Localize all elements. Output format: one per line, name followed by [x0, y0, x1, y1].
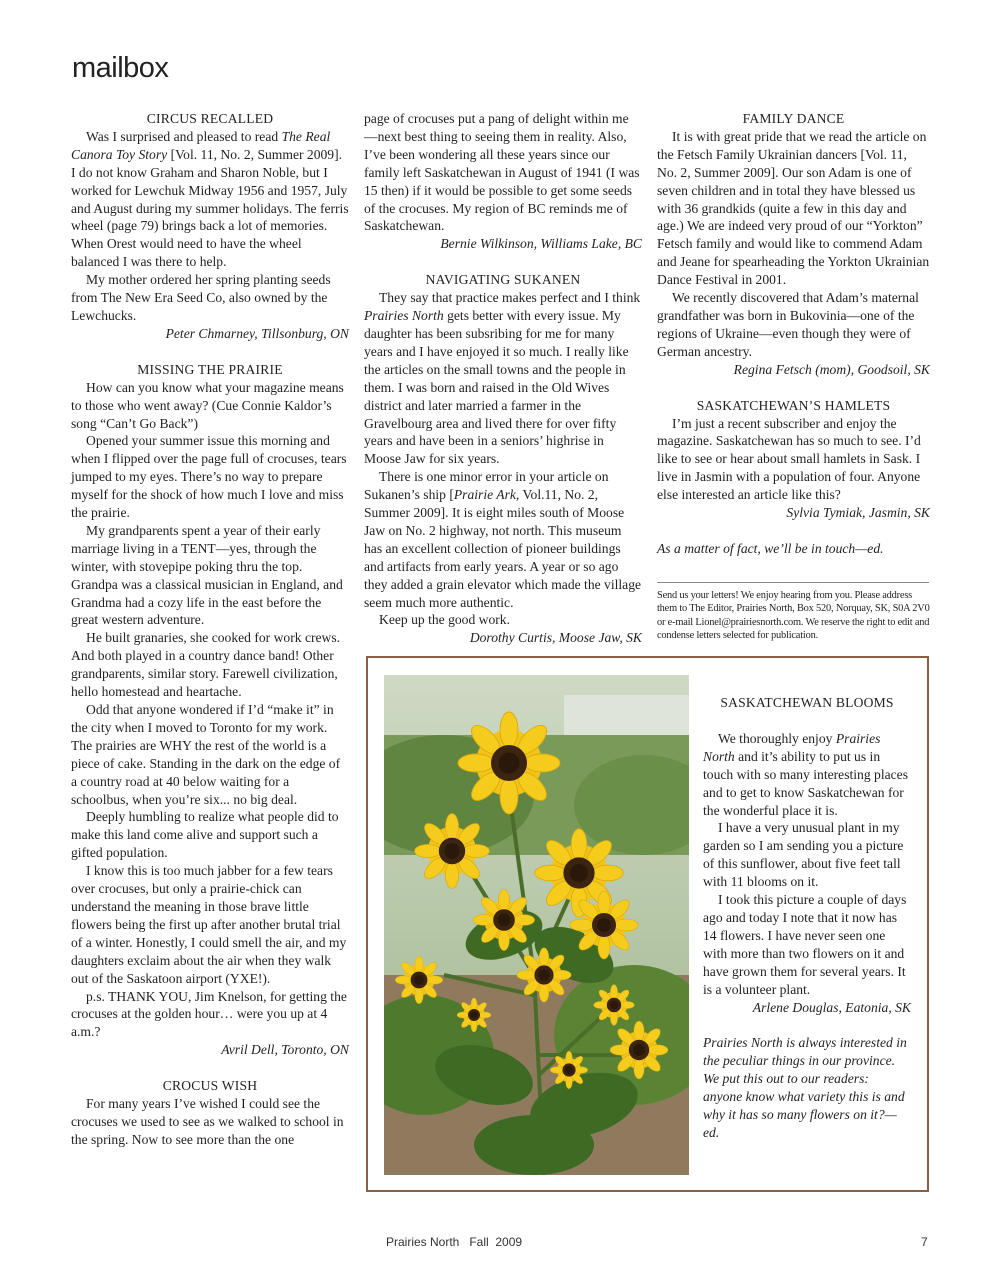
letter-signature: Regina Fetsch (mom), Goodsoil, SK — [733, 361, 930, 377]
letter-paragraph: There is one minor error in your article on Sukanen’s ship [Prairie Ark, Vol.11, No. 2, Summer 2009]. It is eight miles south of Moose Jaw on No. 2 highway, not north. This museum has an excellent collection of pioneer buildings and artifacts from early years. A year or so ago they added a grain elevator which made the village seem much more authentic. — [364, 469, 642, 610]
letter-paragraph: We thoroughly enjoy Prairies North and it’s ability to put us in touch with so many interesting places and to get to know Saskatchewan for the wonderful place it is. — [703, 730, 908, 818]
letter-paragraph: He built granaries, she cooked for work crews. And both played in a country dance band! Other grandparents, similar story. Farewell civilization, hello homestead and heartache. — [71, 630, 341, 700]
page-number: 7 — [921, 1235, 928, 1249]
letter-paragraph: p.s. THANK YOU, Jim Knelson, for getting the crocuses at the golden hour… were you up at 4 a.m.? — [71, 988, 347, 1040]
letter-signature: Dorothy Curtis, Moose Jaw, SK — [469, 630, 642, 646]
letter-paragraph: I’m just a recent subscriber and enjoy the magazine. Saskatchewan has so much to see. I’d like to see or hear about small hamlets in Sask. I live in Jasmin with a population of four. Anyone else interested an article like this? — [657, 415, 921, 503]
column-2 — [364, 110, 642, 647]
letter-heading: MISSING THE PRAIRIE — [137, 361, 283, 377]
letter-paragraph: They say that practice makes perfect and I think Prairies North gets better with every issue. My daughter has been subsribing for me for many years and I have enjoyed it so much. I really like the articles on the small towns and the people in them. I was born and raised in the Old Wives district and later married a farmer in the Gravelbourg area and lived there for over fifty years and have been in a seniors’ highrise in Moose Jaw for six years. — [364, 290, 641, 467]
letter-heading: SASKATCHEWAN BLOOMS — [720, 695, 894, 710]
letter-paragraph: Odd that anyone wondered if I’d “make it” in the city when I moved to Toronto for my work. The prairies are WHY the rest of the world is a piece of cake. Standing in the dark on the edge of a country road at 40 below waiting for a schoolbus, when you’re six... no big deal. — [71, 702, 341, 807]
letter-heading: FAMILY DANCE — [742, 111, 845, 126]
sunflower-photo — [384, 675, 689, 1175]
letter-signature: Arlene Douglas, Eatonia, SK — [752, 999, 911, 1015]
letter-signature: Bernie Wilkinson, Williams Lake, BC — [440, 236, 642, 252]
letter-signature: Avril Dell, Toronto, ON — [221, 1042, 349, 1058]
divider — [657, 582, 929, 583]
letter-paragraph: Keep up the good work. — [379, 612, 510, 628]
letter-paragraph: Opened your summer issue this morning and when I flipped over the page full of crocuses, tears jumped to my eyes. There’s no way to prepare myself for the shock of how much I love and miss the prairie. — [71, 433, 347, 521]
letter-paragraph: I know this is too much jabber for a few tears over crocuses, but only a prairie-chick can understand the meaning in those brave little flowers being the first up after another brutal trial of a winter. Honestly, I could smell the air, and my daughters exclaim about the air when they walk out of the Saskatoon airport (YXE!). — [71, 863, 347, 986]
letter-heading: CIRCUS RECALLED — [146, 111, 274, 126]
letter-paragraph: It is with great pride that we read the article on the Fetsch Family Ukrainian dancers [Vol. 11, No. 2, Summer 2009]. Our son Adam is one of seven children and in total they have blessed us with 36 grandkids (quite a few in this day and age.) We are indeed very proud of our “Yorkton” Fetsch family and would like to commend Adam and Jeane for spearheading the Yorkton Ukrainian Dance Festival in 2001. — [657, 128, 930, 288]
letter-paragraph: Deeply humbling to realize what people did to make this land come alive and support such a gifted population. — [71, 809, 339, 861]
letter-paragraph: How can you know what your magazine means to those who went away? (Cue Connie Kaldor’s song “Can’t Go Back”) — [71, 379, 344, 431]
letter-paragraph: For many years I’ve wished I could see the crocuses we used to see as we walked to school in the spring. Now to see more than the one — [71, 1096, 344, 1147]
column-3 — [657, 110, 930, 642]
editor-reply: As a matter of fact, we’ll be in touch—ed. — [657, 540, 884, 556]
letter-paragraph: page of crocuses put a pang of delight within me—next best thing to seeing them in reality. Also, I’ve been wondering all these years since our family left Saskatchewan in August of 1941 (I was 15 then) if it would be possible to get some seeds of the crocuses. My region of BC reminds me of Saskatchewan. — [364, 111, 640, 234]
letter-signature: Peter Chmarney, Tillsonburg, ON — [165, 325, 349, 341]
column-1 — [71, 110, 349, 1149]
letter-heading: NAVIGATING SUKANEN — [425, 272, 581, 288]
footer-publication: Prairies North Fall 2009 — [386, 1235, 523, 1249]
editor-note: Prairies North is always interested in the peculiar things in our province. We put this out to our readers: anyone know what variety this is and why it has so many flowers on it?—ed. — [703, 1035, 907, 1140]
letter-paragraph: My grandparents spent a year of their early marriage living in a TENT—yes, through the winter, with stovepipe poking thru the top. Grandpa was a classical musician in England, and Grandma had a cozy life in the east before the great western adventure. — [71, 522, 343, 628]
submission-note: Send us your letters! We enjoy hearing from you. Please address them to The Editor, Prairies North, Box 520, Norquay, SK, S0A 2V0 or e-mail Lionel@prairiesnorth.com. We reserve the right to edit and condense letters selected for publication. — [657, 589, 930, 642]
blooms-text — [703, 694, 911, 1142]
letter-paragraph: I took this picture a couple of days ago and today I note that it now has 14 flowers. I have never seen one with more than two flowers on it and have grown them for several years. It is a volunteer plant. — [703, 892, 907, 997]
letter-paragraph: Was I surprised and pleased to read The Real Canora Toy Story [Vol. 11, No. 2, Summer 2009]. I do not know Graham and Sharon Noble, but I worked for Lewchuk Midway 1956 and 1957, July and August during my summer holidays. The ferris wheel (page 79) brings back a lot of memories. When Orest would need to have the wheel balanced I was there to help. — [71, 128, 349, 270]
letter-paragraph: We recently discovered that Adam’s maternal grandfather was born in Bukovinia—one of the regions of Ukraine—even though they were of German ancestry. — [657, 290, 919, 359]
letter-heading: CROCUS WISH — [162, 1078, 258, 1094]
letter-heading: SASKATCHEWAN’S HAMLETS — [696, 397, 891, 413]
letter-signature: Sylvia Tymiak, Jasmin, SK — [786, 505, 930, 521]
section-title: mailbox — [72, 52, 169, 84]
letter-paragraph: I have a very unusual plant in my garden so I am sending you a picture of this sunflower, about five feet tall with 11 blooms on it. — [703, 820, 904, 890]
letter-paragraph: My mother ordered her spring planting seeds from The New Era Seed Co, also owned by the Lewchucks. — [71, 272, 331, 323]
